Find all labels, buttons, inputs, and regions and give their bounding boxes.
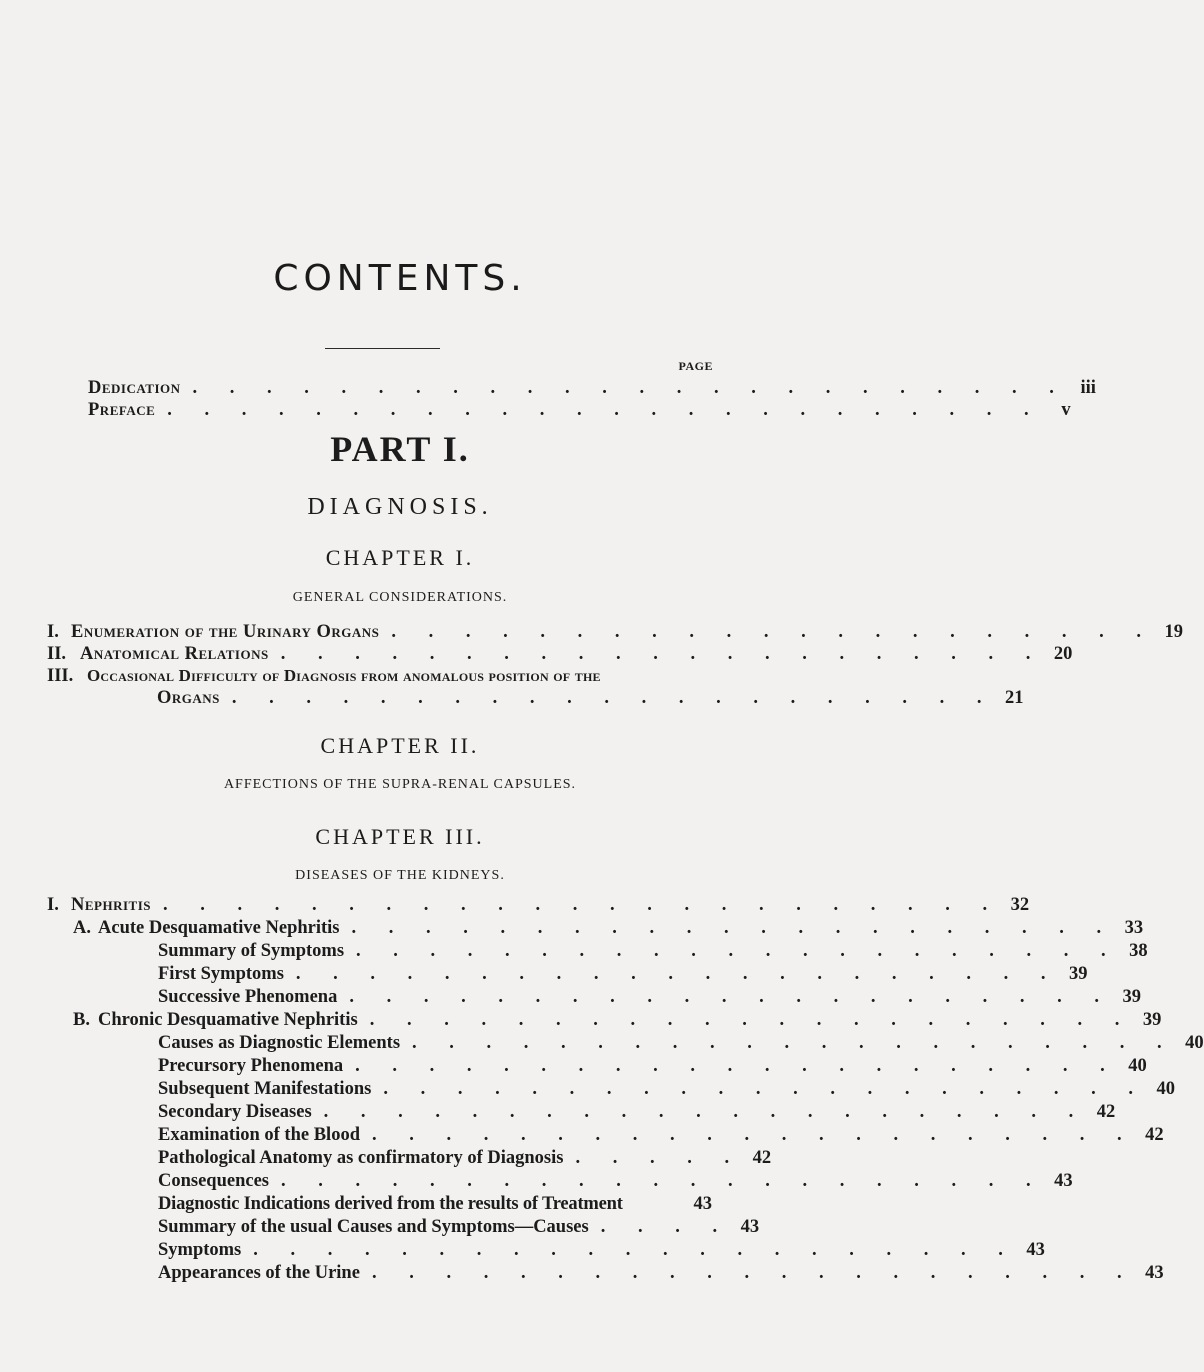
chapter-1-heading: CHAPTER I. [325,545,475,570]
toc-entry[interactable] [47,642,1073,666]
toc-entry[interactable] [158,1215,760,1239]
toc-entry-number: I. [47,621,59,642]
chapter-3-subheading: DISEASES OF THE KIDNEYS. [295,868,505,883]
leader-dots: . . . . . . . . . . . . . . . . . . . . . [253,1239,1017,1260]
toc-entry[interactable] [158,1146,772,1170]
toc-entry-label: Occasional Difficulty of Diagnosis from anomalous position of the [87,666,601,685]
leader-dots: . . . . . . . . . . . . . . . . . . . . . [356,940,1120,961]
toc-entry[interactable] [158,1123,1164,1147]
toc-entry-label: Successive Phenomena [158,986,338,1007]
leader-dots: . . . . . [575,1147,744,1168]
toc-entry-page: 39 [1142,1009,1162,1030]
toc-entry-page: 43 [1145,1262,1164,1283]
toc-entry-label: Symptoms [158,1239,242,1260]
toc-entry-preface[interactable] [88,398,1071,422]
toc-entry-label: Acute Desquamative Nephritis [98,917,340,938]
toc-entry-label: Dedication [88,377,181,398]
toc-entry-dedication[interactable] [88,376,1096,400]
toc-entry[interactable] [158,1261,1164,1285]
leader-dots: . . . . . . . . . . . . . . . . . . . . . [383,1078,1147,1099]
toc-entry[interactable] [157,686,1024,710]
toc-entry[interactable] [158,939,1148,963]
leader-dots: . . . . . . . . . . . . . . . . . . . . . . . . [167,399,1043,420]
leader-dots: . . . . . . . . . . . . . . . . . . . . . . . . [192,377,1068,398]
toc-entry-page: 42 [1096,1101,1116,1122]
toc-entry-page: 39 [1069,963,1088,984]
toc-entry[interactable] [158,962,1088,986]
toc-entry-page: 40 [1156,1078,1175,1099]
toc-entry-label: Nephritis [71,894,151,915]
toc-entry-number: B. [73,1009,90,1030]
leader-dots: . . . . . . . . . . . . . . . . . . . . . [349,986,1113,1007]
toc-entry[interactable] [73,1008,1162,1032]
toc-entry-label: Examination of the Blood [158,1124,360,1145]
page-title: CONTENTS. [273,258,527,299]
leader-dots: . . . . . . . . . . . . . . . . . . . . . [371,1262,1136,1283]
chapter-3-heading: CHAPTER III. [315,824,485,849]
toc-entry-page: v [1061,399,1071,420]
toc-entry[interactable] [158,1031,1204,1055]
toc-entry-label: Organs [157,687,220,708]
toc-entry[interactable] [158,1192,712,1216]
toc-entry-page: 21 [1005,687,1024,708]
toc-entry-label: Chronic Desquamative Nephritis [98,1009,358,1030]
toc-entry-page: 43 [693,1193,712,1214]
leader-dots: . . . . . . . . . . . . . . . . . . . . . [351,917,1116,938]
toc-entry[interactable] [73,916,1144,940]
chapter-2-heading: CHAPTER II. [320,733,480,758]
leader-dots: . . . . . . . . . . . . . . . . . . . . . [323,1101,1088,1122]
toc-entry-page: iii [1080,377,1096,398]
leader-dots: . . . . . . . . . . . . . . . . . . . . . . . [163,894,1002,915]
chapter-1-subheading: GENERAL CONSIDERATIONS. [292,590,508,605]
title-rule [325,348,440,349]
leader-dots: . . . . . . . . . . . . . . . . . . . . . [371,1124,1136,1145]
leader-dots: . . . . . . . . . . . . . . . . . . . . . [369,1009,1134,1030]
toc-entry-page: 43 [740,1216,760,1237]
toc-entry-page: 33 [1124,917,1144,938]
toc-entry-label: Pathological Anatomy as confirmatory of Diagnosis [158,1147,564,1168]
toc-entry-page: 39 [1122,986,1141,1007]
toc-entry[interactable] [158,985,1141,1009]
toc-entry-label: Causes as Diagnostic Elements [158,1032,401,1053]
toc-entry[interactable] [158,1054,1147,1078]
toc-entry-label: Enumeration of the Urinary Organs [71,621,380,642]
leader-dots: . . . . . . . . . . . . . . . . . . . . . [281,1170,1045,1191]
toc-entry-page: 40 [1128,1055,1147,1076]
toc-entry-number: I. [47,894,59,915]
toc-entry[interactable] [158,1077,1175,1101]
toc-entry-page: 43 [1054,1170,1073,1191]
toc-entry-label: Anatomical Relations [80,643,269,664]
toc-entry-label: Summary of Symptoms [158,940,345,961]
toc-entry-page: 19 [1164,621,1184,642]
leader-dots: . . . . . . . . . . . . . . . . . . . . . [295,963,1060,984]
toc-entry-label: Subsequent Manifestations [158,1078,372,1099]
toc-entry[interactable] [158,1169,1073,1193]
toc-entry[interactable] [47,893,1030,917]
page-column-heading: PAGE [678,359,713,373]
toc-entry-page: 42 [752,1147,772,1168]
toc-entry-label: Appearances of the Urine [158,1262,360,1283]
toc-entry-page: 42 [1145,1124,1164,1145]
part-heading: PART I. [330,429,470,469]
toc-entry[interactable] [158,1100,1116,1124]
leader-dots: . . . . [600,1216,732,1237]
toc-entry-label: Precursory Phenomena [158,1055,344,1076]
chapter-2-subheading: AFFECTIONS OF THE SUPRA-RENAL CAPSULES. [223,777,577,792]
toc-entry-number: III. [47,665,74,686]
toc-entry-page: 40 [1185,1032,1204,1053]
leader-dots: . . . . . . . . . . . . . . . . . . . . . [280,643,1045,664]
toc-entry-label: Summary of the usual Causes and Symptoms—Causes [158,1216,589,1237]
part-subheading: DIAGNOSIS. [307,494,493,520]
toc-entry-number: A. [73,917,91,938]
toc-entry[interactable] [158,1238,1045,1262]
toc-entry-label: Preface [88,399,156,420]
leader-dots: . . . . . . . . . . . . . . . . . . . . . [412,1032,1176,1053]
leader-dots: . . . . . . . . . . . . . . . . . . . . . [391,621,1156,642]
toc-entry-page: 32 [1010,894,1030,915]
toc-entry-page: 38 [1129,940,1148,961]
toc-entry[interactable] [47,620,1184,644]
toc-entry-number: II. [47,643,67,664]
toc-entry-label: Secondary Diseases [158,1101,312,1122]
toc-entry-label: First Symptoms [158,963,284,984]
toc-entry-page: 20 [1053,643,1073,664]
toc-entry[interactable] [47,664,712,688]
leader-dots: . . . . . . . . . . . . . . . . . . . . . [231,687,996,708]
toc-entry-page: 43 [1026,1239,1045,1260]
toc-entry-label: Consequences [158,1170,270,1191]
toc-entry-label: Diagnostic Indications derived from the results of Treatment [158,1193,623,1214]
leader-dots: . . . . . . . . . . . . . . . . . . . . . [355,1055,1119,1076]
